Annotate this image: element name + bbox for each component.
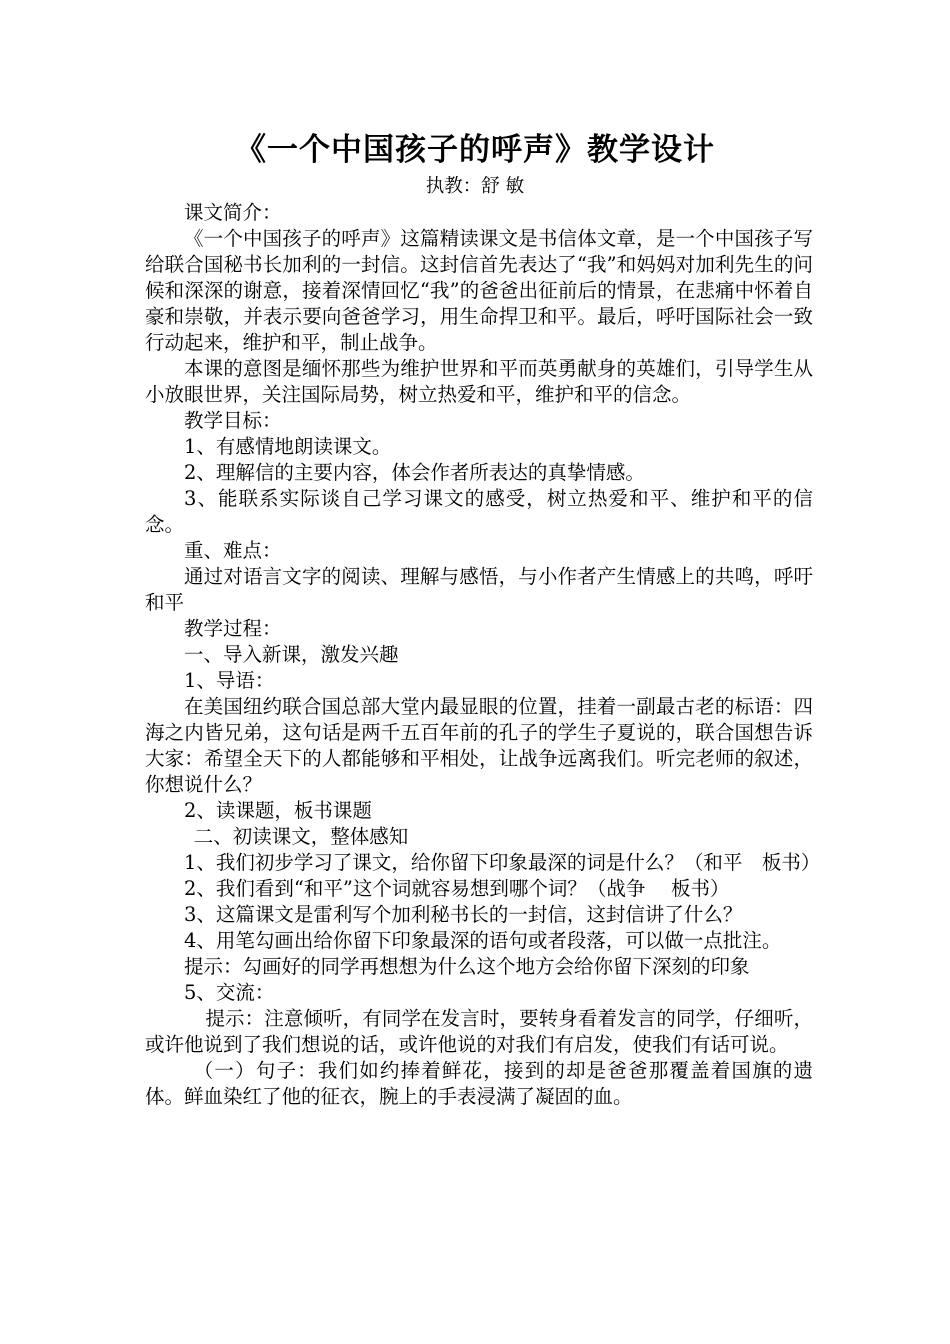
paragraph: 本课的意图是缅怀那些为维护世界和平而英勇献身的英雄们，引导学生从小放眼世界，关注国际局势，树立热爱和平，维护和平的信念。 bbox=[145, 357, 813, 406]
list-item: 2、理解信的主要内容，体会作者所表达的真挚情感。 bbox=[184, 461, 645, 484]
list-item: 2、读课题，板书课题 bbox=[184, 799, 372, 822]
list-item: 4、用笔勾画出给你留下印象最深的语句或者段落，可以做一点批注。 bbox=[184, 929, 782, 952]
paragraph: 通过对语言文字的阅读、理解与感悟，与小作者产生情感上的共鸣，呼吁和平 bbox=[145, 565, 813, 614]
paragraph: 《一个中国孩子的呼声》这篇精读课文是书信体文章，是一个中国孩子写给联合国秘书长加利的一封信。这封信首先表达了“我”和妈妈对加利先生的问候和深深的谢意，接着深情回忆“我”的爸爸出征前后的情景，在悲痛中怀着自豪和崇敬，并表示要向爸爸学习，用生命捍卫和平。最后，呼吁国际社会一致行动起来，维护和平，制止战争。 bbox=[145, 227, 813, 354]
subsection-heading: 一、导入新课，激发兴趣 bbox=[184, 643, 399, 666]
section-heading-key-points: 重、难点： bbox=[184, 539, 282, 562]
list-item: 1、有感情地朗读课文。 bbox=[184, 435, 392, 458]
list-item: 2、我们看到“和平”这个词就容易想到哪个词？（战争 板书） bbox=[184, 877, 730, 900]
tip-paragraph: 提示：勾画好的同学再想想为什么这个地方会给你留下深刻的印象 bbox=[184, 955, 750, 978]
list-item: 3、这篇课文是雷利写个加利秘书长的一封信，这封信讲了什么？ bbox=[184, 903, 743, 926]
subsection-heading: 二、初读课文，整体感知 bbox=[193, 825, 409, 848]
tip-paragraph: 提示：注意倾听，有同学在发言时，要转身看着发言的同学，仔细听，或许他说到了我们想说的话，或许他说的对我们有启发，使我们有话可说。 bbox=[145, 1007, 813, 1056]
list-item: 1、我们初步学习了课文，给你留下印象最深的词是什么？（和平 板书） bbox=[184, 851, 821, 874]
document-body bbox=[145, 200, 821, 1110]
document-title: 《一个中国孩子的呼声》教学设计 bbox=[235, 132, 715, 168]
author-line: 执教：舒 敏 bbox=[425, 176, 525, 197]
list-item: 3、能联系实际谈自己学习课文的感受，树立热爱和平、维护和平的信念。 bbox=[145, 487, 813, 536]
sentence-quote: （一）句子：我们如约捧着鲜花，接到的却是爸爸那覆盖着国旗的遗体。鲜血染红了他的征衣，腕上的手表浸满了凝固的血。 bbox=[145, 1059, 813, 1108]
paragraph: 在美国纽约联合国总部大堂内最显眼的位置，挂着一副最古老的标语：四海之内皆兄弟，这句话是两千五百年前的孔子的学生子夏说的，联合国想告诉大家：希望全天下的人都能够和平相处，让战争远离我们。听完老师的叙述，你想说什么？ bbox=[145, 695, 813, 796]
section-heading-goals: 教学目标： bbox=[184, 409, 282, 432]
section-heading-process: 教学过程： bbox=[184, 617, 282, 640]
section-heading-intro: 课文简介： bbox=[184, 201, 282, 224]
list-item: 1、导语： bbox=[184, 669, 275, 692]
list-item: 5、交流： bbox=[184, 981, 275, 1004]
